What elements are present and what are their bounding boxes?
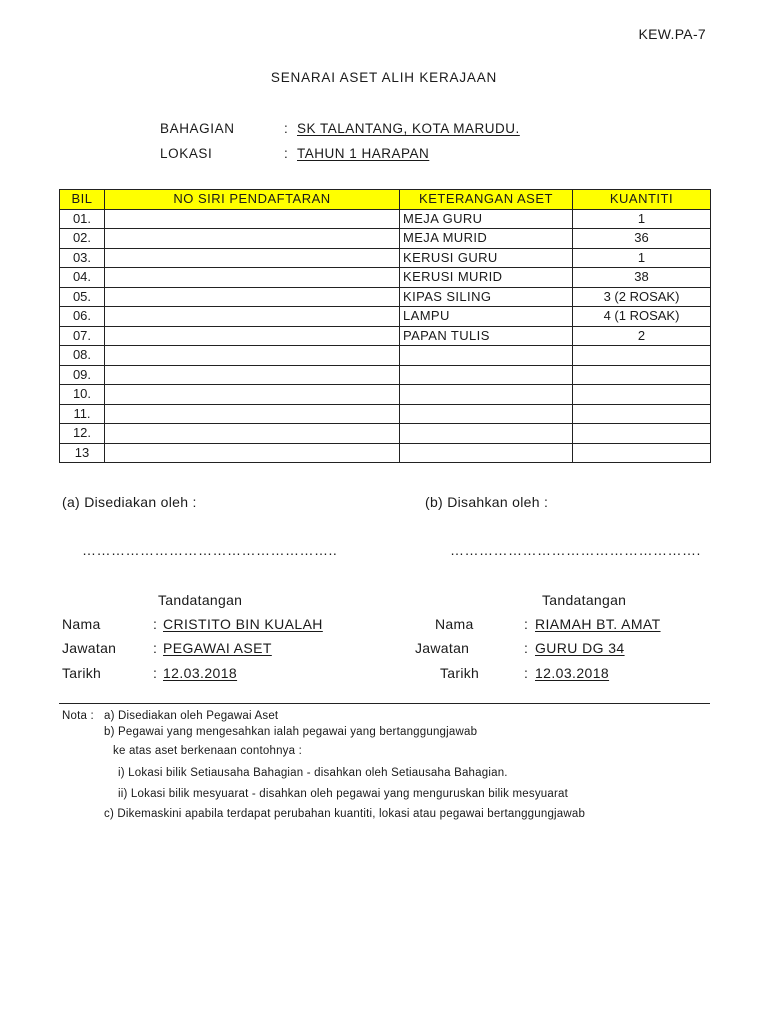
serial-number-cell <box>105 326 400 346</box>
table-header-row <box>60 190 711 210</box>
page-title: SENARAI ASET ALIH KERAJAAN <box>270 70 498 85</box>
location-label: LOKASI <box>160 146 213 161</box>
approved-name-colon: : <box>524 616 529 632</box>
quantity-cell: 1 <box>573 248 711 268</box>
approved-position-value: GURU DG 34 <box>535 640 625 656</box>
form-code: KEW.PA-7 <box>638 26 706 42</box>
serial-number-cell <box>105 268 400 288</box>
note-a: a) Disediakan oleh Pegawai Aset <box>104 710 279 722</box>
serial-number-cell <box>105 307 400 327</box>
serial-number-cell <box>105 404 400 424</box>
row-number: 02. <box>60 229 105 249</box>
column-header-bil: BIL <box>60 190 105 210</box>
row-number: 04. <box>60 268 105 288</box>
asset-register-table <box>59 189 711 463</box>
asset-description-cell: MEJA MURID <box>400 229 573 249</box>
table-row <box>60 326 711 346</box>
asset-description-cell: PAPAN TULIS <box>400 326 573 346</box>
row-number: 11. <box>60 404 105 424</box>
table-row <box>60 443 711 463</box>
table-row <box>60 307 711 327</box>
asset-description-cell <box>400 424 573 444</box>
serial-number-cell <box>105 443 400 463</box>
approved-position-label: Jawatan <box>415 640 470 656</box>
column-header-serial: NO SIRI PENDAFTARAN <box>105 190 400 210</box>
quantity-cell <box>573 365 711 385</box>
quantity-cell <box>573 346 711 366</box>
asset-description-cell: MEJA GURU <box>400 209 573 229</box>
row-number: 06. <box>60 307 105 327</box>
quantity-cell <box>573 443 711 463</box>
row-number: 08. <box>60 346 105 366</box>
quantity-cell <box>573 424 711 444</box>
row-number: 01. <box>60 209 105 229</box>
asset-description-cell: KERUSI GURU <box>400 248 573 268</box>
table-row <box>60 365 711 385</box>
serial-number-cell <box>105 287 400 307</box>
row-number: 07. <box>60 326 105 346</box>
note-c: c) Dikemaskini apabila terdapat perubahan kuantiti, lokasi atau pegawai bertanggungjawab <box>104 808 586 820</box>
row-number: 03. <box>60 248 105 268</box>
asset-description-cell <box>400 346 573 366</box>
quantity-cell: 3 (2 ROSAK) <box>573 287 711 307</box>
asset-description-cell <box>400 385 573 405</box>
quantity-cell <box>573 385 711 405</box>
serial-number-cell <box>105 209 400 229</box>
approved-signature-line: ……………………………………………. <box>450 542 701 558</box>
column-header-quantity: KUANTITI <box>573 190 711 210</box>
quantity-cell: 38 <box>573 268 711 288</box>
note-b-continued: ke atas aset berkenaan contohnya : <box>113 745 303 757</box>
prepared-signature-line: …………………………………………….. <box>82 542 338 558</box>
notes-prefix: Nota : <box>62 710 94 722</box>
prepared-date-label: Tarikh <box>62 665 102 681</box>
table-row <box>60 385 711 405</box>
row-number: 10. <box>60 385 105 405</box>
row-number: 05. <box>60 287 105 307</box>
department-label: BAHAGIAN <box>160 121 235 136</box>
department-value: SK TALANTANG, KOTA MARUDU. <box>297 121 520 136</box>
asset-description-cell: KERUSI MURID <box>400 268 573 288</box>
prepared-position-colon: : <box>153 640 158 656</box>
asset-description-cell: LAMPU <box>400 307 573 327</box>
approved-name-value: RIAMAH BT. AMAT <box>535 616 661 632</box>
prepared-name-colon: : <box>153 616 158 632</box>
serial-number-cell <box>105 346 400 366</box>
notes-divider <box>59 703 710 704</box>
serial-number-cell <box>105 229 400 249</box>
note-b-i: i) Lokasi bilik Setiausaha Bahagian - disahkan oleh Setiausaha Bahagian. <box>118 767 508 779</box>
approved-position-colon: : <box>524 640 529 656</box>
serial-number-cell <box>105 385 400 405</box>
row-number: 09. <box>60 365 105 385</box>
row-number: 12. <box>60 424 105 444</box>
prepared-date-colon: : <box>153 665 158 681</box>
table-row <box>60 424 711 444</box>
table-row <box>60 404 711 424</box>
asset-description-cell <box>400 443 573 463</box>
approved-name-label: Nama <box>435 616 474 632</box>
department-colon: : <box>284 121 288 136</box>
quantity-cell: 36 <box>573 229 711 249</box>
approved-by-heading: (b) Disahkan oleh : <box>425 494 549 510</box>
prepared-position-value: PEGAWAI ASET <box>163 640 272 656</box>
prepared-date-value: 12.03.2018 <box>163 665 238 681</box>
table-row <box>60 287 711 307</box>
prepared-name-value: CRISTITO BIN KUALAH <box>163 616 323 632</box>
table-row <box>60 229 711 249</box>
table-row <box>60 346 711 366</box>
quantity-cell: 2 <box>573 326 711 346</box>
approved-date-value: 12.03.2018 <box>535 665 610 681</box>
table-row <box>60 268 711 288</box>
prepared-by-heading: (a) Disediakan oleh : <box>62 494 197 510</box>
serial-number-cell <box>105 248 400 268</box>
prepared-signature-label: Tandatangan <box>158 592 243 608</box>
approved-signature-label: Tandatangan <box>542 592 627 608</box>
serial-number-cell <box>105 365 400 385</box>
asset-description-cell <box>400 404 573 424</box>
quantity-cell: 4 (1 ROSAK) <box>573 307 711 327</box>
table-row <box>60 248 711 268</box>
serial-number-cell <box>105 424 400 444</box>
note-b-ii: ii) Lokasi bilik mesyuarat - disahkan oleh pegawai yang menguruskan bilik mesyuarat <box>118 788 568 800</box>
column-header-description: KETERANGAN ASET <box>400 190 573 210</box>
row-number: 13 <box>60 443 105 463</box>
location-colon: : <box>284 146 288 161</box>
location-value: TAHUN 1 HARAPAN <box>297 146 430 161</box>
asset-description-cell <box>400 365 573 385</box>
prepared-position-label: Jawatan <box>62 640 117 656</box>
approved-date-label: Tarikh <box>440 665 480 681</box>
quantity-cell <box>573 404 711 424</box>
note-b: b) Pegawai yang mengesahkan ialah pegawai yang bertanggungjawab <box>104 726 478 738</box>
asset-description-cell: KIPAS SILING <box>400 287 573 307</box>
quantity-cell: 1 <box>573 209 711 229</box>
approved-date-colon: : <box>524 665 529 681</box>
table-row <box>60 209 711 229</box>
prepared-name-label: Nama <box>62 616 101 632</box>
